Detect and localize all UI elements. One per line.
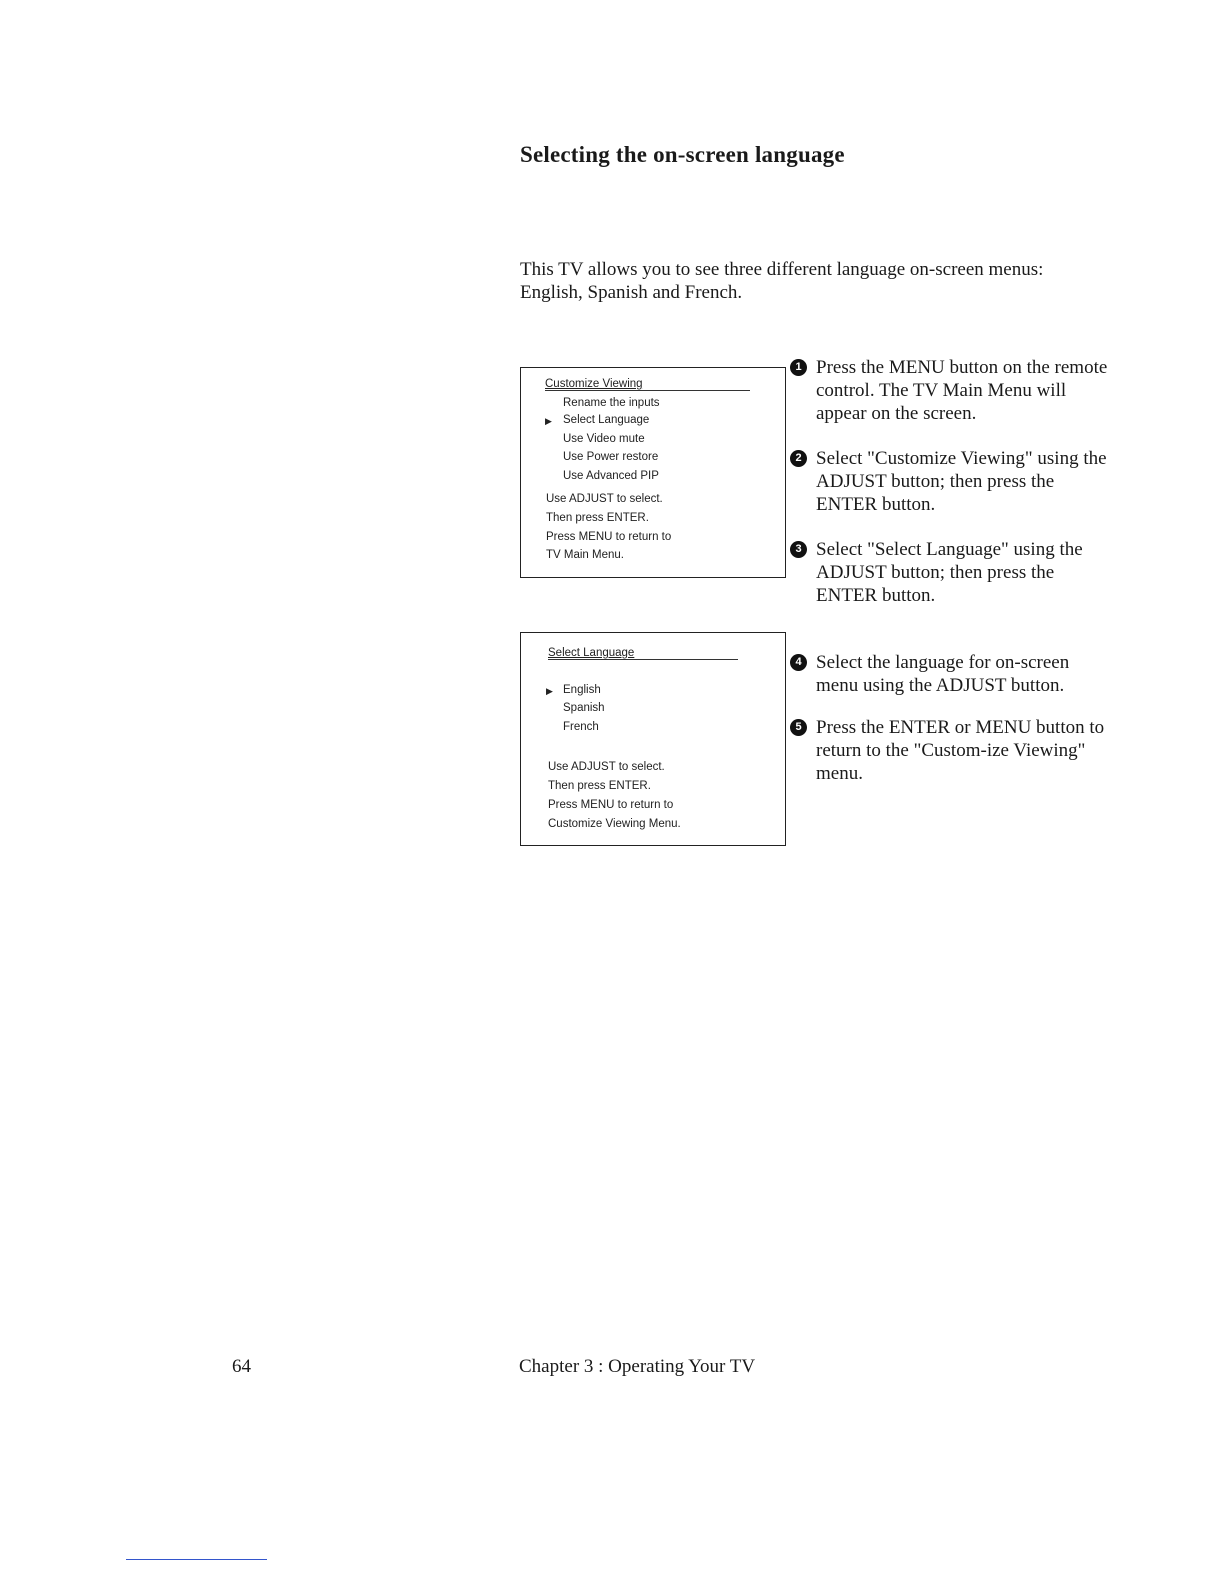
menu-title: Customize Viewing [545, 378, 750, 391]
menu-item-rename-inputs: Rename the inputs [563, 397, 660, 409]
menu-item-video-mute: Use Video mute [563, 433, 645, 445]
menu-note: Use ADJUST to select. [546, 493, 663, 505]
select-language-menu-screen [520, 632, 786, 846]
language-option-french: French [563, 721, 599, 733]
step-text: Select "Select Language" using the ADJUST button; then press the ENTER button. [816, 539, 1083, 606]
page-heading: Selecting the on-screen language [520, 142, 845, 167]
menu-note: Press MENU to return to [546, 531, 672, 543]
menu-item-advanced-pip: Use Advanced PIP [563, 470, 659, 482]
menu-item-power-restore: Use Power restore [563, 451, 659, 463]
menu-note: Use ADJUST to select. [548, 761, 665, 773]
step-number-icon: 3 [790, 541, 807, 558]
step-number-icon: 4 [790, 654, 807, 671]
page-number: 64 [232, 1356, 251, 1377]
step-text: Press the ENTER or MENU button to return to the "Custom-ize Viewing" menu. [816, 717, 1105, 784]
step-number-icon: 2 [790, 450, 807, 467]
selection-pointer-icon: ▶ [545, 416, 552, 426]
menu-note: Then press ENTER. [546, 512, 649, 524]
language-option-english: English [563, 684, 601, 696]
menu-item-select-language: Select Language [563, 414, 650, 426]
step-number-icon: 5 [790, 719, 807, 736]
bottom-divider [126, 1559, 267, 1560]
step-text: Press the MENU button on the remote control. The TV Main Menu will appear on the screen. [816, 357, 1108, 424]
step-text: Select the language for on-screen menu using the ADJUST button. [816, 652, 1070, 696]
intro-paragraph: This TV allows you to see three different language on-screen menus: English, Spanish and French. [520, 259, 1044, 303]
step-text: Select "Customize Viewing" using the ADJUST button; then press the ENTER button. [816, 448, 1107, 515]
step-number-icon: 1 [790, 359, 807, 376]
menu-note: Then press ENTER. [548, 780, 651, 792]
footer-chapter-title: Chapter 3 : Operating Your TV [519, 1356, 756, 1377]
menu-note: TV Main Menu. [546, 549, 624, 561]
language-option-spanish: Spanish [563, 702, 605, 714]
selection-pointer-icon: ▶ [546, 686, 553, 696]
customize-viewing-menu-screen [520, 367, 786, 578]
menu-note: Press MENU to return to [548, 799, 674, 811]
menu-note: Customize Viewing Menu. [548, 818, 681, 830]
menu-title: Select Language [548, 647, 738, 660]
